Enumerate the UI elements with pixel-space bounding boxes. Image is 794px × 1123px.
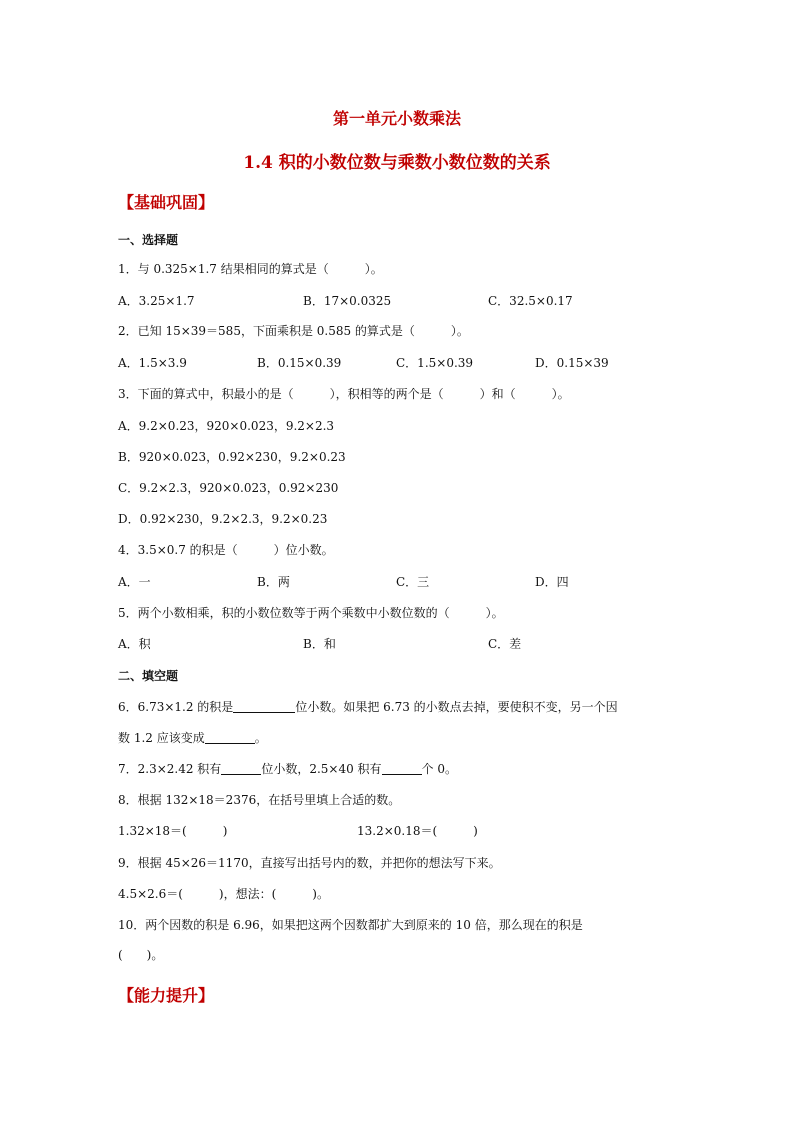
q6-text-c: 数 1.2 应该变成	[118, 731, 205, 745]
q9-answer-line: 4.5×2.6＝( )，想法：( )。	[118, 887, 329, 901]
question-4: 4．3.5×0.7 的积是（ ）位小数。	[118, 543, 334, 557]
lesson-title: 1.4 积的小数位数与乘数小数位数的关系	[243, 153, 551, 173]
q2-option-b: B．0.15×0.39	[257, 356, 342, 370]
q6-text-a: 6．6.73×1.2 的积是	[118, 700, 234, 714]
q3-option-c: C．9.2×2.3，920×0.023，0.92×230	[118, 481, 339, 495]
q1-option-a: A．3.25×1.7	[118, 294, 195, 308]
q5-option-b: B．和	[303, 637, 336, 651]
q7-text-b: 位小数，2.5×40 积有	[261, 762, 382, 776]
unit-title: 第一单元小数乘法	[332, 109, 461, 128]
question-1: 1．与 0.325×1.7 结果相同的算式是（ ）。	[118, 262, 383, 276]
q4-option-d: D．四	[535, 575, 569, 589]
q7-text-a: 7．2.3×2.42 积有	[118, 762, 222, 776]
q2-option-a: A．1.5×3.9	[118, 356, 187, 370]
q6-blank-1[interactable]	[233, 700, 295, 713]
question-3: 3．下面的算式中，积最小的是（ ），积相等的两个是（ ）和（ ）。	[118, 387, 570, 401]
heading-fill: 二、填空题	[118, 669, 179, 683]
q1-option-c: C．32.5×0.17	[488, 294, 573, 308]
q2-option-d: D．0.15×39	[535, 356, 609, 370]
question-6-line-1	[118, 698, 618, 715]
q5-option-c: C．差	[488, 637, 522, 651]
question-10-line-2: ( )。	[118, 948, 164, 962]
heading-choice: 一、选择题	[118, 233, 179, 247]
q6-text-b: 位小数。如果把 6.73 的小数点去掉，要使积不变，另一个因	[295, 700, 618, 714]
question-10-line-1: 10．两个因数的积是 6.96，如果把这两个因数都扩大到原来的 10 倍，那么现在的积是	[118, 918, 583, 932]
q3-option-a: A．9.2×0.23，920×0.023，9.2×2.3	[118, 419, 335, 433]
q2-option-c: C．1.5×0.39	[396, 356, 474, 370]
q3-option-b: B．920×0.023，0.92×230，9.2×0.23	[118, 450, 346, 464]
q4-option-b: B．两	[257, 575, 290, 589]
question-9: 9．根据 45×26＝1170，直接写出括号内的数，并把你的想法写下来。	[118, 856, 501, 870]
question-7	[118, 760, 457, 777]
q1-option-b: B．17×0.0325	[303, 294, 392, 308]
question-8: 8．根据 132×18＝2376，在括号里填上合适的数。	[118, 793, 401, 807]
q8-right-answer: 13.2×0.18＝( )	[357, 824, 478, 838]
question-2: 2．已知 15×39＝585，下面乘积是 0.585 的算式是（ ）。	[118, 324, 469, 338]
q4-option-a: A．一	[118, 575, 151, 589]
section-basic: 【基础巩固】	[118, 193, 215, 212]
q4-option-c: C．三	[396, 575, 430, 589]
question-5: 5．两个小数相乘，积的小数位数等于两个乘数中小数位数的（ ）。	[118, 606, 504, 620]
q6-blank-2[interactable]	[205, 731, 255, 744]
q3-option-d: D．0.92×230，9.2×2.3，9.2×0.23	[118, 512, 328, 526]
q8-left-answer: 1.32×18＝( )	[118, 824, 228, 838]
q6-text-d: 。	[254, 731, 267, 745]
q7-blank-2[interactable]	[382, 762, 422, 775]
question-6-line-2	[118, 729, 267, 746]
q5-option-a: A．积	[118, 637, 151, 651]
q7-text-c: 个 0。	[421, 762, 457, 776]
q7-blank-1[interactable]	[221, 762, 261, 775]
section-advanced: 【能力提升】	[118, 986, 215, 1005]
